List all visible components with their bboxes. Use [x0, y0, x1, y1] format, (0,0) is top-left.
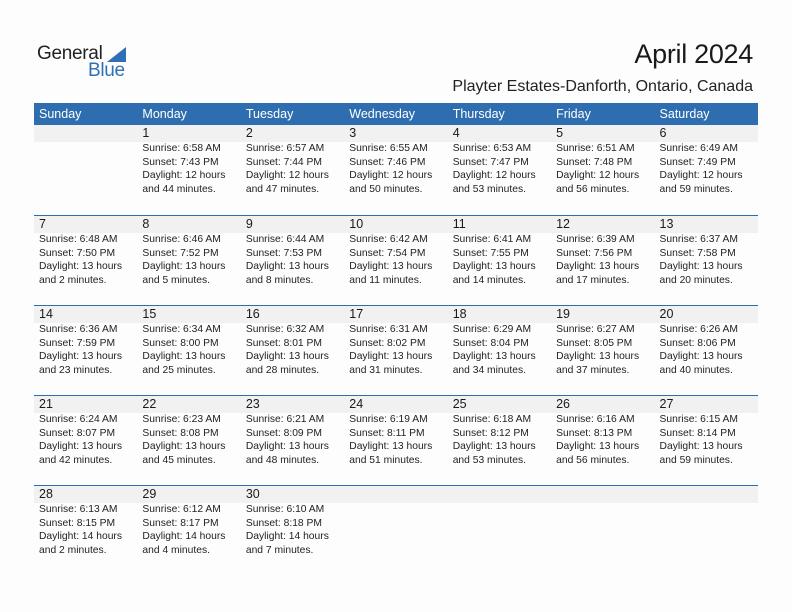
daylight-minutes: and 59 minutes. — [659, 454, 733, 466]
daylight-hours: Daylight: 13 hours — [349, 351, 433, 362]
sunrise-time: Sunrise: 6:57 AM — [245, 143, 325, 154]
day-number: 30 — [245, 487, 260, 501]
day-number: 11 — [452, 217, 466, 231]
day-cell — [241, 216, 344, 287]
daylight-minutes: and 51 minutes. — [349, 454, 423, 466]
daylight-hours: Daylight: 13 hours — [452, 441, 536, 452]
sunrise-time: Sunrise: 6:44 AM — [245, 234, 325, 245]
weekday-monday: Monday — [142, 107, 187, 121]
sunrise-time: Sunrise: 6:53 AM — [452, 143, 532, 154]
daylight-hours: Daylight: 13 hours — [452, 261, 536, 272]
day-cell — [241, 396, 344, 467]
daylight-hours: Daylight: 13 hours — [142, 441, 226, 452]
daylight-hours: Daylight: 13 hours — [452, 351, 536, 362]
day-number: 10 — [349, 217, 364, 231]
daylight-minutes: and 45 minutes. — [142, 454, 216, 466]
sunset-time: Sunset: 7:53 PM — [245, 247, 322, 259]
weekday-friday: Friday — [556, 107, 591, 121]
sunset-time: Sunset: 8:15 PM — [39, 517, 116, 529]
daylight-hours: Daylight: 13 hours — [349, 441, 433, 452]
sunset-time: Sunset: 7:44 PM — [245, 156, 322, 168]
daylight-hours: Daylight: 12 hours — [556, 170, 640, 181]
sunset-time: Sunset: 8:12 PM — [452, 427, 529, 439]
week-cells — [34, 396, 758, 467]
daylight-hours: Daylight: 14 hours — [245, 531, 329, 542]
sunrise-time: Sunrise: 6:48 AM — [39, 234, 118, 245]
daylight-hours: Daylight: 13 hours — [659, 351, 743, 362]
daylight-minutes: and 8 minutes. — [245, 274, 314, 286]
day-number: 28 — [39, 487, 53, 501]
day-number: 20 — [659, 307, 674, 321]
daylight-minutes: and 11 minutes. — [349, 274, 422, 286]
daylight-hours: Daylight: 13 hours — [659, 261, 743, 272]
weekday-sunday: Sunday — [39, 107, 82, 121]
day-number: 24 — [349, 397, 364, 411]
daylight-hours: Daylight: 14 hours — [39, 531, 122, 542]
day-cell — [241, 306, 344, 377]
sunrise-time: Sunrise: 6:55 AM — [349, 143, 428, 154]
day-cell — [137, 125, 240, 196]
day-cell — [344, 306, 447, 377]
daylight-hours: Daylight: 13 hours — [349, 261, 433, 272]
sunrise-time: Sunrise: 6:12 AM — [142, 504, 221, 515]
sunrise-time: Sunrise: 6:29 AM — [452, 324, 532, 335]
sunset-time: Sunset: 7:48 PM — [556, 156, 633, 168]
sunset-time: Sunset: 7:52 PM — [142, 247, 219, 259]
daylight-minutes: and 40 minutes. — [659, 364, 733, 376]
sunrise-time: Sunrise: 6:27 AM — [556, 324, 635, 335]
sunrise-time: Sunrise: 6:37 AM — [659, 234, 738, 245]
sunrise-time: Sunrise: 6:34 AM — [142, 324, 221, 335]
sunset-time: Sunset: 8:01 PM — [245, 337, 322, 349]
empty-day-cell — [551, 486, 654, 557]
day-number: 14 — [39, 307, 53, 321]
day-number: 12 — [556, 217, 571, 231]
day-cell — [241, 486, 344, 557]
daylight-hours: Daylight: 13 hours — [142, 351, 226, 362]
sunset-time: Sunset: 7:46 PM — [349, 156, 426, 168]
sunset-time: Sunset: 8:09 PM — [245, 427, 322, 439]
week-row — [34, 215, 758, 305]
daylight-hours: Daylight: 14 hours — [142, 531, 226, 542]
sunrise-time: Sunrise: 6:10 AM — [245, 504, 325, 515]
daylight-hours: Daylight: 13 hours — [556, 351, 640, 362]
daylight-hours: Daylight: 13 hours — [556, 441, 640, 452]
daylight-minutes: and 2 minutes. — [39, 274, 107, 286]
sunset-time: Sunset: 8:00 PM — [142, 337, 219, 349]
week-row — [34, 395, 758, 485]
day-cell — [448, 306, 551, 377]
daylight-minutes: and 2 minutes. — [39, 544, 107, 556]
sunset-time: Sunset: 8:11 PM — [349, 427, 425, 439]
sunset-time: Sunset: 7:43 PM — [142, 156, 219, 168]
daylight-minutes: and 48 minutes. — [245, 454, 320, 466]
week-row — [34, 305, 758, 395]
daylight-hours: Daylight: 13 hours — [659, 441, 743, 452]
daylight-minutes: and 37 minutes. — [556, 364, 630, 376]
day-cell — [551, 125, 654, 196]
day-number: 4 — [452, 126, 460, 140]
day-cell — [34, 306, 137, 377]
daylight-minutes: and 56 minutes. — [556, 183, 630, 195]
daylight-minutes: and 14 minutes. — [452, 274, 526, 286]
day-cell — [34, 396, 137, 467]
day-cell — [655, 216, 758, 287]
day-cell — [448, 396, 551, 467]
day-cell — [34, 486, 137, 557]
daylight-hours: Daylight: 13 hours — [245, 261, 329, 272]
day-number: 18 — [452, 307, 467, 321]
empty-day-cell — [34, 125, 137, 196]
daylight-minutes: and 20 minutes. — [659, 274, 733, 286]
daylight-hours: Daylight: 13 hours — [39, 261, 122, 272]
sunrise-time: Sunrise: 6:18 AM — [452, 414, 532, 425]
daylight-hours: Daylight: 13 hours — [245, 441, 329, 452]
day-cell — [551, 306, 654, 377]
sunset-time: Sunset: 7:49 PM — [659, 156, 736, 168]
sunset-time: Sunset: 8:14 PM — [659, 427, 736, 439]
sunrise-time: Sunrise: 6:42 AM — [349, 234, 428, 245]
sunrise-time: Sunrise: 6:46 AM — [142, 234, 221, 245]
daylight-hours: Daylight: 13 hours — [39, 351, 122, 362]
daylight-minutes: and 28 minutes. — [245, 364, 320, 376]
empty-day-cell — [448, 486, 551, 557]
day-number: 9 — [245, 217, 253, 231]
daylight-hours: Daylight: 12 hours — [142, 170, 226, 181]
day-number: 3 — [349, 126, 357, 140]
week-row — [34, 125, 758, 215]
day-number: 15 — [142, 307, 157, 321]
weekday-wednesday: Wednesday — [349, 107, 416, 121]
sunrise-time: Sunrise: 6:21 AM — [245, 414, 325, 425]
location-subtitle: Playter Estates-Danforth, Ontario, Canada — [452, 78, 753, 95]
day-number: 29 — [142, 487, 157, 501]
day-cell — [137, 486, 240, 557]
day-number: 23 — [245, 397, 260, 411]
day-number: 2 — [245, 126, 253, 140]
week-row — [34, 485, 758, 575]
daylight-minutes: and 59 minutes. — [659, 183, 733, 195]
daylight-minutes: and 5 minutes. — [142, 274, 210, 286]
day-cell — [344, 216, 447, 287]
day-cell — [137, 396, 240, 467]
day-cell — [551, 396, 654, 467]
daylight-minutes: and 44 minutes. — [142, 183, 216, 195]
sunset-time: Sunset: 8:04 PM — [452, 337, 529, 349]
sunrise-time: Sunrise: 6:36 AM — [39, 324, 118, 335]
sunset-time: Sunset: 7:55 PM — [452, 247, 529, 259]
sunset-time: Sunset: 7:58 PM — [659, 247, 736, 259]
day-number: 27 — [659, 397, 674, 411]
day-number: 7 — [39, 217, 46, 231]
daylight-hours: Daylight: 13 hours — [245, 351, 329, 362]
sunrise-time: Sunrise: 6:31 AM — [349, 324, 428, 335]
sunset-time: Sunset: 8:08 PM — [142, 427, 219, 439]
day-cell — [241, 125, 344, 196]
sunrise-time: Sunrise: 6:51 AM — [556, 143, 635, 154]
day-number: 25 — [452, 397, 467, 411]
sunset-time: Sunset: 8:17 PM — [142, 517, 219, 529]
sunset-time: Sunset: 7:47 PM — [452, 156, 529, 168]
day-cell — [448, 125, 551, 196]
day-cell — [344, 125, 447, 196]
daylight-hours: Daylight: 12 hours — [245, 170, 329, 181]
day-number: 16 — [245, 307, 260, 321]
weekday-thursday: Thursday — [452, 107, 505, 121]
day-cell — [655, 396, 758, 467]
day-number: 26 — [556, 397, 571, 411]
daylight-hours: Daylight: 13 hours — [556, 261, 640, 272]
week-cells — [34, 125, 758, 196]
sunset-time: Sunset: 7:56 PM — [556, 247, 633, 259]
daylight-minutes: and 50 minutes. — [349, 183, 423, 195]
daylight-minutes: and 53 minutes. — [452, 183, 526, 195]
sunset-time: Sunset: 8:13 PM — [556, 427, 633, 439]
daylight-minutes: and 34 minutes. — [452, 364, 526, 376]
weeks-container — [34, 125, 758, 575]
calendar-grid — [34, 103, 758, 575]
sunrise-time: Sunrise: 6:15 AM — [659, 414, 738, 425]
week-cells — [34, 306, 758, 377]
sunrise-time: Sunrise: 6:13 AM — [39, 504, 118, 515]
sunset-time: Sunset: 7:54 PM — [349, 247, 426, 259]
daylight-minutes: and 53 minutes. — [452, 454, 526, 466]
sunrise-time: Sunrise: 6:26 AM — [659, 324, 738, 335]
sunset-time: Sunset: 8:02 PM — [349, 337, 426, 349]
daylight-hours: Daylight: 12 hours — [659, 170, 743, 181]
day-number: 5 — [556, 126, 564, 140]
page-title: April 2024 — [634, 39, 753, 69]
sunrise-time: Sunrise: 6:49 AM — [659, 143, 738, 154]
daylight-hours: Daylight: 12 hours — [452, 170, 536, 181]
daylight-hours: Daylight: 12 hours — [349, 170, 433, 181]
day-cell — [137, 216, 240, 287]
daylight-minutes: and 4 minutes. — [142, 544, 210, 556]
sunrise-time: Sunrise: 6:23 AM — [142, 414, 221, 425]
empty-day-cell — [344, 486, 447, 557]
weekday-header-row — [34, 103, 758, 125]
sunset-time: Sunset: 8:07 PM — [39, 427, 116, 439]
daylight-minutes: and 56 minutes. — [556, 454, 630, 466]
daylight-hours: Daylight: 13 hours — [142, 261, 226, 272]
logo-word-blue: Blue — [88, 60, 125, 81]
daylight-minutes: and 17 minutes. — [556, 274, 630, 286]
day-number: 13 — [659, 217, 674, 231]
day-number: 22 — [142, 397, 157, 411]
weekday-tuesday: Tuesday — [245, 107, 294, 121]
weekday-saturday: Saturday — [659, 107, 710, 121]
daylight-minutes: and 7 minutes. — [245, 544, 314, 556]
sunset-time: Sunset: 8:06 PM — [659, 337, 736, 349]
daylight-hours: Daylight: 13 hours — [39, 441, 122, 452]
day-number: 8 — [142, 217, 150, 231]
sunrise-time: Sunrise: 6:58 AM — [142, 143, 221, 154]
sunrise-time: Sunrise: 6:32 AM — [245, 324, 325, 335]
sunset-time: Sunset: 8:18 PM — [245, 517, 322, 529]
day-number: 19 — [556, 307, 571, 321]
brand-logo — [37, 43, 137, 83]
sunset-time: Sunset: 8:05 PM — [556, 337, 633, 349]
day-cell — [137, 306, 240, 377]
day-cell — [344, 396, 447, 467]
day-number: 21 — [39, 397, 53, 411]
day-number: 6 — [659, 126, 667, 140]
sunrise-time: Sunrise: 6:16 AM — [556, 414, 635, 425]
logo-word-general: General — [37, 43, 103, 64]
daylight-minutes: and 25 minutes. — [142, 364, 216, 376]
daylight-minutes: and 42 minutes. — [39, 454, 113, 466]
sunrise-time: Sunrise: 6:19 AM — [349, 414, 428, 425]
day-number: 17 — [349, 307, 364, 321]
empty-day-cell — [655, 486, 758, 557]
day-cell — [655, 306, 758, 377]
daylight-minutes: and 31 minutes. — [349, 364, 423, 376]
week-cells — [34, 216, 758, 287]
day-cell — [448, 216, 551, 287]
daylight-minutes: and 47 minutes. — [245, 183, 320, 195]
sunrise-time: Sunrise: 6:39 AM — [556, 234, 635, 245]
day-cell — [34, 216, 137, 287]
sunset-time: Sunset: 7:50 PM — [39, 247, 116, 259]
week-cells — [34, 486, 758, 557]
day-number: 1 — [142, 126, 150, 140]
sunset-time: Sunset: 7:59 PM — [39, 337, 116, 349]
sunrise-time: Sunrise: 6:24 AM — [39, 414, 118, 425]
day-cell — [655, 125, 758, 196]
day-cell — [551, 216, 654, 287]
sunrise-time: Sunrise: 6:41 AM — [452, 234, 532, 245]
daylight-minutes: and 23 minutes. — [39, 364, 113, 376]
